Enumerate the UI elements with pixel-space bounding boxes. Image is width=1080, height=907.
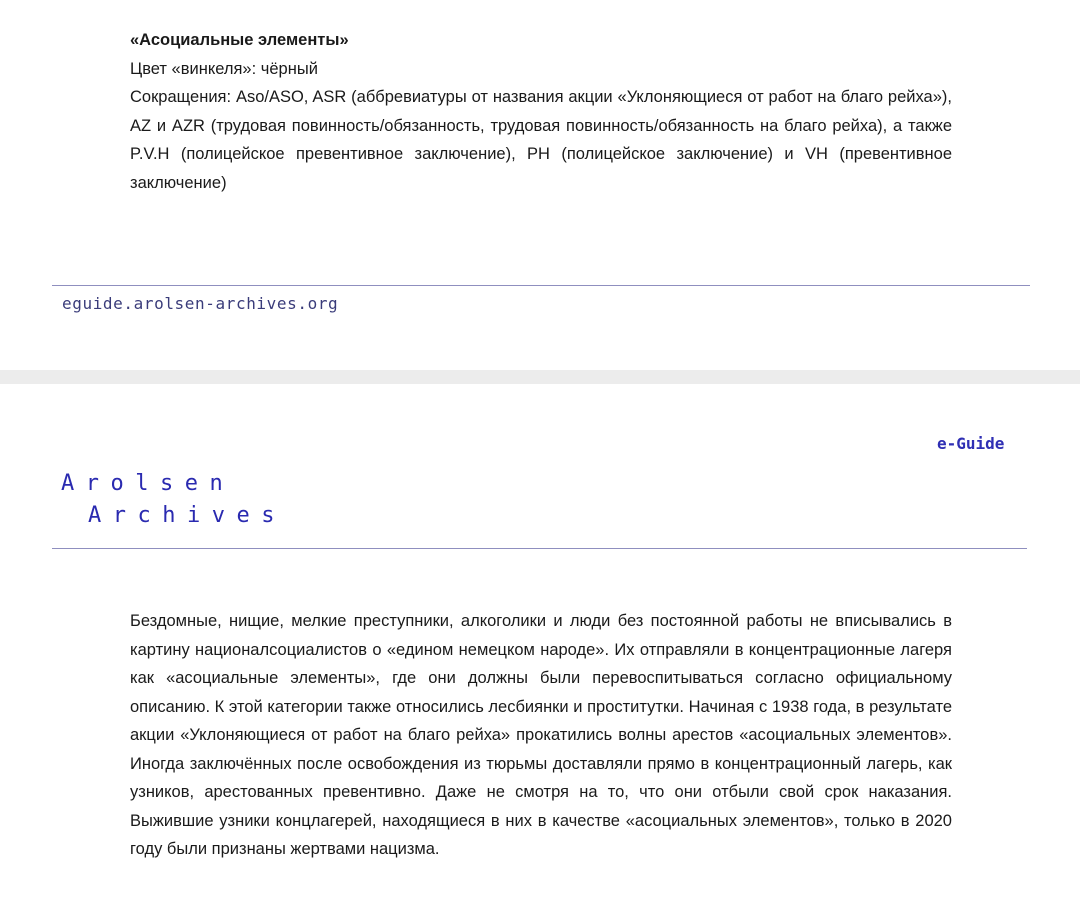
footer-divider: [52, 285, 1030, 286]
body-paragraph: Бездомные, нищие, мелкие преступники, алкоголики и люди без постоянной работы не вписывались в картину националсоциалистов о «едином немецком народе». Их отправляли в концентрационные лагеря как «асоциальные элементы», где они должны были перевоспитываться согласно официальному описанию. К этой категории также относились лесбиянки и проститутки. Начиная с 1938 года, в результате акции «Уклоняющиеся от работ на благо рейха» прокатились волны арестов «асоциальных элементов». Иногда заключённых после освобождения из тюрьмы доставляли прямо в концентрационный лагерь, как узников, арестованных превентивно. Даже не смотря на то, что они отбыли свой срок наказания. Выжившие узники концлагерей, находящиеся в них в качестве «асоциальных элементов», только в 2020 году были признаны жертвами нацизма.: [130, 612, 952, 858]
arolsen-archives-logo: [61, 468, 286, 532]
footer-url-link[interactable]: eguide.arolsen-archives.org: [62, 294, 339, 313]
winkel-color-line: Цвет «винкеля»: чёрный: [130, 59, 318, 78]
eguide-label: e-Guide: [937, 434, 1005, 453]
header-divider: [52, 548, 1027, 549]
document-page-bottom: [0, 384, 1080, 907]
logo-line-arolsen: Arolsen: [61, 471, 235, 496]
abbreviations-text: Сокращения: Aso/ASO, ASR (аббревиатуры от названия акции «Уклоняющиеся от работ на благо рейха»), AZ и AZR (трудовая повинность/обязанность, трудовая повинность/обязанность на благо рейха), а также P.V.H (полицейское превентивное заключение), PH (полицейское заключение) и VH (превентивное заключение): [130, 88, 952, 192]
section-title: «Асоциальные элементы»: [130, 31, 349, 49]
document-page-top: [0, 0, 1080, 370]
section-asocial-elements: [130, 26, 952, 197]
logo-line-archives: Archives: [88, 503, 286, 528]
page-separator: [0, 370, 1080, 384]
